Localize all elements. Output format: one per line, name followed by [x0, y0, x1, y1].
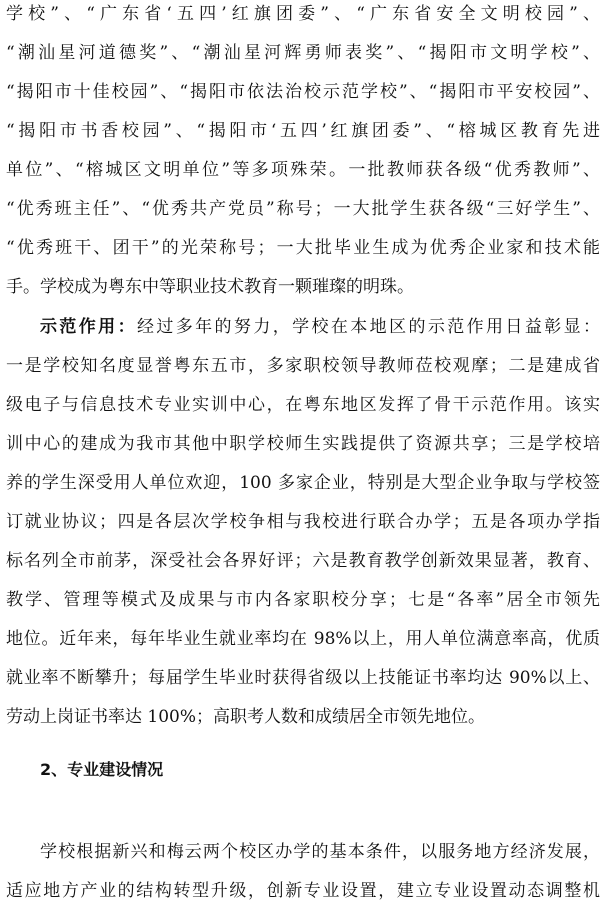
paragraph-line: “揭阳市书香校园”、“揭阳市‘五四’红旗团委”、“榕城区教育先进: [6, 121, 600, 141]
paragraph-lead-text: 经过多年的努力，学校在本地区的示范作用日益彰显：: [136, 317, 600, 337]
paragraph-line: 地位。近年来，每年毕业生就业率均在 98%以上，用人单位满意率高，优质: [6, 629, 600, 649]
paragraph-line: 订就业协议；四是各层次学校争相与我校进行联合办学；五是各项办学指: [6, 512, 600, 532]
paragraph-line: 学校”、“广东省‘五四’红旗团委”、“广东省安全文明校园”、: [6, 4, 600, 24]
paragraph-line: “潮汕星河道德奖”、“潮汕星河辉勇师表奖”、“揭阳市文明学校”、: [6, 43, 600, 63]
paragraph-line: 养的学生深受用人单位欢迎，100 多家企业，特别是大型企业争取与学校签: [6, 473, 600, 493]
paragraph-lead-label: 示范作用：: [40, 317, 137, 337]
paragraph-line: 训中心的建成为我市其他中职学校师生实践提供了资源共享；三是学校培: [6, 434, 600, 454]
paragraph-line: 级电子与信息技术专业实训中心，在粤东地区发挥了骨干示范作用。该实: [6, 395, 600, 415]
paragraph-line: “优秀班干、团干”的光荣称号；一大批毕业生成为优秀企业家和技术能: [6, 238, 600, 258]
paragraph-line: “优秀班主任”、“优秀共产党员”称号；一大批学生获各级“三好学生”、: [6, 199, 600, 219]
paragraph-line: 手。学校成为粤东中等职业技术教育一颗璀璨的明珠。: [6, 277, 414, 297]
paragraph-first-line: 学校根据新兴和梅云两个校区办学的基本条件，以服务地方经济发展，: [40, 842, 600, 862]
paragraph-line: 单位”、“榕城区文明单位”等多项殊荣。一批教师获各级“优秀教师”、: [6, 160, 600, 180]
paragraph-line: 一是学校知名度显誉粤东五市，多家职校领导教师莅校观摩；二是建成省: [6, 356, 600, 376]
paragraph-line: 标名列全市前茅，深受社会各界好评；六是教育教学创新效果显著，教育、: [6, 551, 600, 571]
paragraph-line: “揭阳市十佳校园”、“揭阳市依法治校示范学校”、“揭阳市平安校园”、: [6, 82, 600, 102]
paragraph-line: 教学、管理等模式及成果与市内各家职校分享；七是“各率”居全市领先: [6, 590, 600, 610]
paragraph-line: 适应地方产业的结构转型升级，创新专业设置，建立专业设置动态调整机: [6, 881, 600, 901]
paragraph-first-line: [40, 315, 600, 339]
section-heading: 2、专业建设情况: [40, 760, 164, 779]
paragraph-line: 就业率不断攀升；每届学生毕业时获得省级以上技能证书率均达 90%以上、: [6, 668, 600, 688]
paragraph-line: 劳动上岗证书率达 100%；高职考人数和成绩居全市领先地位。: [6, 707, 486, 727]
